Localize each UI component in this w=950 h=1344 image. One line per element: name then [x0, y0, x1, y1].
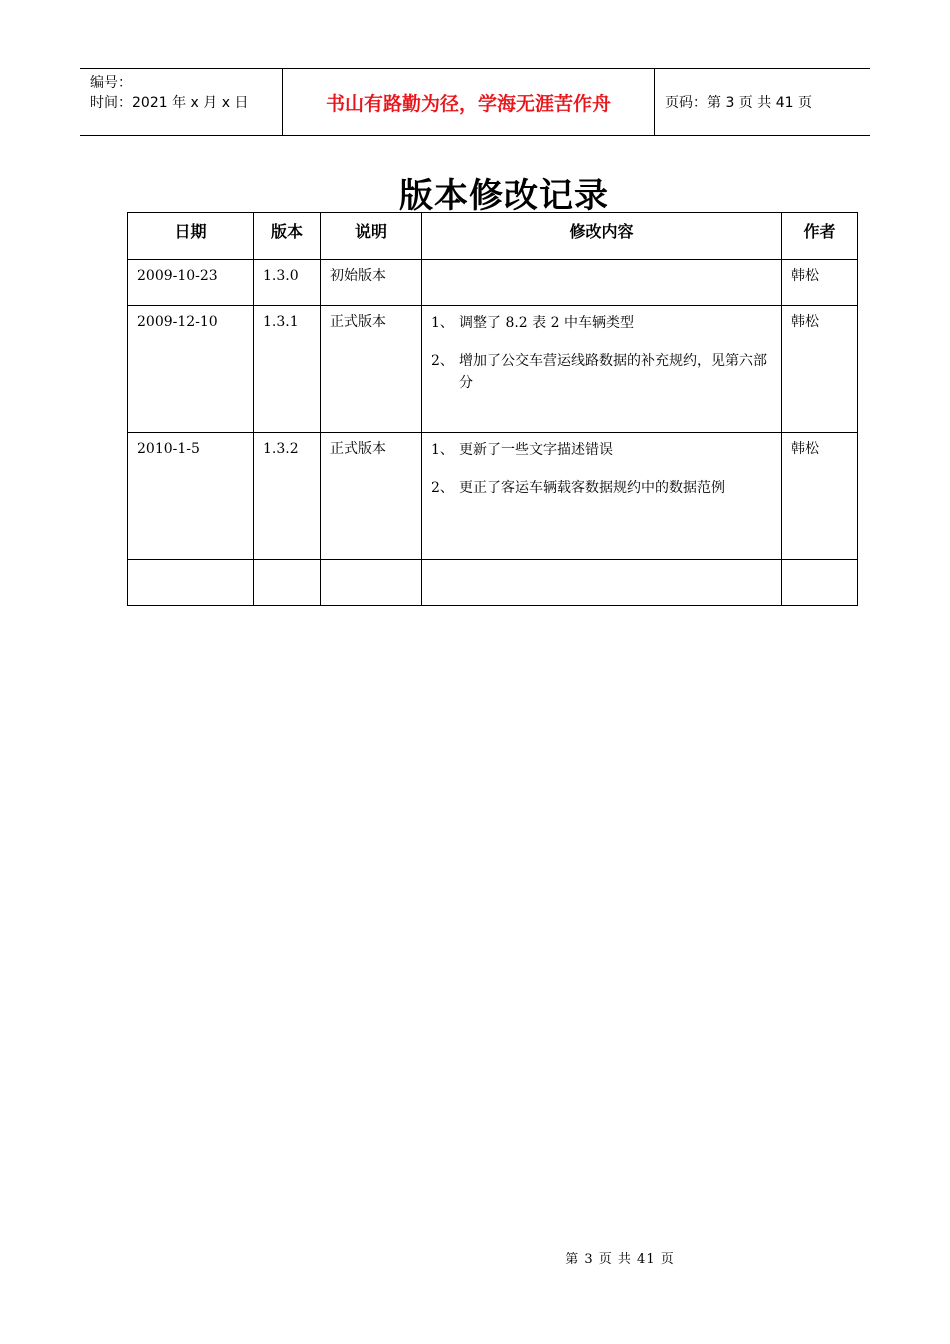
col-header-description: 说明: [321, 213, 422, 260]
cell-date: [128, 560, 254, 606]
change-text: 更正了客运车辆载客数据规约中的数据范例: [459, 480, 725, 496]
change-number: 2、: [431, 480, 454, 496]
cell-author: 韩松: [782, 433, 858, 560]
cell-description: 正式版本: [321, 306, 422, 433]
change-text: 调整了 8.2 表 2 中车辆类型: [459, 315, 634, 331]
table-row: [128, 306, 858, 433]
header-meta: [80, 69, 282, 135]
page-header: [80, 68, 870, 136]
cell-author: 韩松: [782, 306, 858, 433]
col-header-author: 作者: [782, 213, 858, 260]
cell-version: 1.3.2: [254, 433, 321, 560]
cell-description: 初始版本: [321, 260, 422, 306]
table-header-row: [128, 213, 858, 260]
table-row: [128, 260, 858, 306]
cell-changes: [422, 433, 782, 560]
cell-description: [321, 560, 422, 606]
change-item: [431, 477, 773, 499]
col-header-date: 日期: [128, 213, 254, 260]
change-item: [431, 350, 773, 394]
time-label: 时间：2021 年 x 月 x 日: [90, 95, 249, 111]
cell-version: 1.3.1: [254, 306, 321, 433]
change-text: 更新了一些文字描述错误: [459, 442, 613, 458]
header-motto: 书山有路勤为径，学海无涯苦作舟: [282, 69, 655, 135]
cell-description: 正式版本: [321, 433, 422, 560]
cell-date: 2009-10-23: [128, 260, 254, 306]
table-row: [128, 433, 858, 560]
number-label: 编号：: [90, 75, 132, 91]
table-row: [128, 560, 858, 606]
cell-changes: [422, 260, 782, 306]
change-number: 1、: [431, 315, 454, 331]
col-header-version: 版本: [254, 213, 321, 260]
change-text: 增加了公交车营运线路数据的补充规约，见第六部分: [459, 353, 767, 391]
col-header-changes: 修改内容: [422, 213, 782, 260]
document-title: 版本修改记录: [399, 176, 609, 216]
revision-table: [127, 212, 858, 606]
cell-date: 2009-12-10: [128, 306, 254, 433]
change-number: 2、: [431, 353, 454, 369]
cell-version: 1.3.0: [254, 260, 321, 306]
cell-author: 韩松: [782, 260, 858, 306]
change-number: 1、: [431, 442, 454, 458]
change-item: [431, 439, 773, 461]
cell-author: [782, 560, 858, 606]
cell-changes: [422, 306, 782, 433]
cell-changes: [422, 560, 782, 606]
header-page-info: 页码：第 3 页 共 41 页: [665, 95, 812, 111]
change-item: [431, 312, 773, 334]
cell-date: 2010-1-5: [128, 433, 254, 560]
page-footer: 第 3 页 共 41 页: [565, 1252, 675, 1267]
cell-version: [254, 560, 321, 606]
